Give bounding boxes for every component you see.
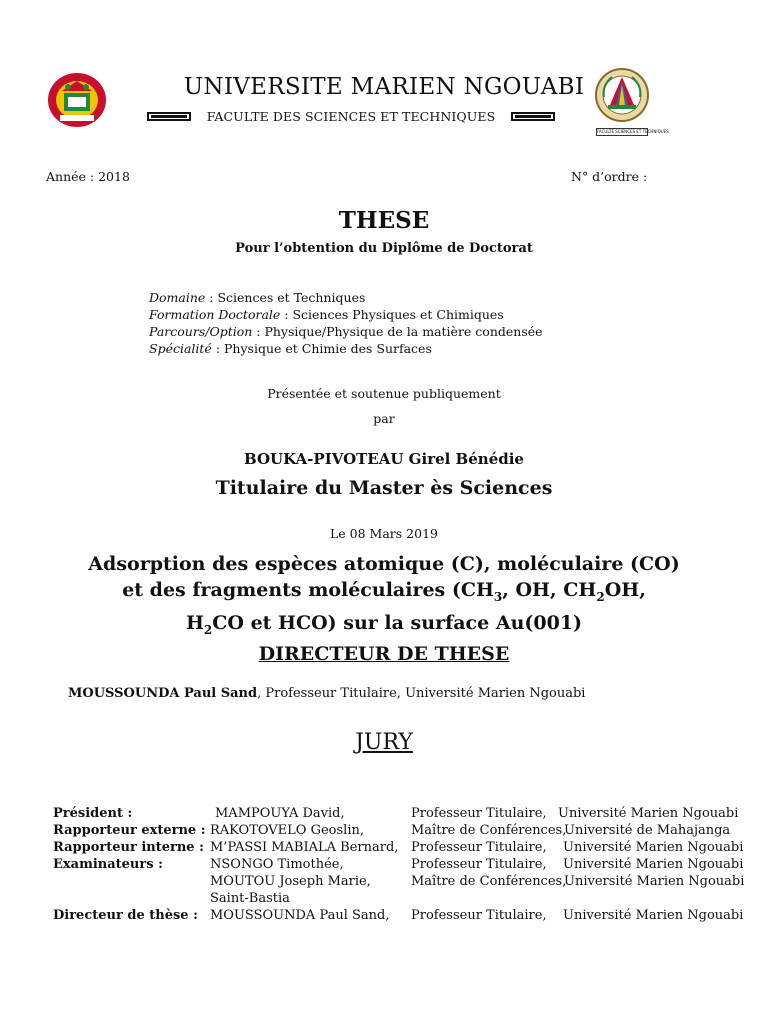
jury-member-rank: Maître de Conférences, <box>411 823 567 838</box>
jury-role: Rapporteur interne : <box>53 840 204 855</box>
field-label: Formation Doctorale <box>149 307 281 322</box>
jury-member-rank: Professeur Titulaire, <box>411 857 547 872</box>
jury-role: Rapporteur externe : <box>53 823 206 838</box>
jury-role: Directeur de thèse : <box>53 908 198 923</box>
field-parcours <box>149 324 543 339</box>
jury-member-institution: Université Marien Ngouabi <box>563 908 744 923</box>
jury-member-name: MAMPOUYA David, <box>215 806 345 821</box>
field-label: Spécialité <box>149 341 212 356</box>
author-name: BOUKA-PIVOTEAU Girel Bénédie <box>244 450 524 468</box>
director-heading: DIRECTEUR DE THESE <box>258 643 510 665</box>
jury-member-rank: Professeur Titulaire, <box>411 840 547 855</box>
jury-member-name: MOUTOU Joseph Marie, <box>210 874 371 889</box>
jury-member-rank: Maître de Conférences, <box>411 874 567 889</box>
author-degree: Titulaire du Master ès Sciences <box>215 477 553 499</box>
field-value: : Sciences et Techniques <box>205 290 366 305</box>
jury-row <box>53 857 753 874</box>
year: Année : 2018 <box>46 169 130 184</box>
thesis-heading: THESE <box>338 207 430 234</box>
jury-member-institution: Université Marien Ngouabi <box>564 874 745 889</box>
defense-date: Le 08 Mars 2019 <box>330 526 438 541</box>
faculty-name: FACULTE DES SCIENCES ET TECHNIQUES <box>206 109 496 124</box>
jury-member-name: MOUSSOUNDA Paul Sand, <box>210 908 390 923</box>
field-label: Domaine <box>149 290 206 305</box>
title-part: H <box>185 611 204 634</box>
presented-text: Présentée et soutenue publiquement <box>267 386 501 401</box>
jury-role: Examinateurs : <box>53 857 163 872</box>
title-part: CO et HCO) sur la surface Au(001) <box>212 611 583 634</box>
jury-member-institution: Université Marien Ngouabi <box>563 857 744 872</box>
jury-member-institution: Université Marien Ngouabi <box>563 840 744 855</box>
field-formation <box>149 307 504 322</box>
jury-role: Président : <box>53 806 133 821</box>
field-label: Parcours/Option <box>149 324 253 339</box>
jury-row <box>53 891 753 908</box>
decorative-bar-left <box>147 112 191 121</box>
jury-member-institution: Université de Mahajanga <box>564 823 731 838</box>
jury-member-rank: Professeur Titulaire, <box>411 806 547 821</box>
jury-member-institution: Université Marien Ngouabi <box>558 806 739 821</box>
jury-row <box>53 806 753 823</box>
jury-row <box>53 823 753 840</box>
by-text: par <box>373 411 395 426</box>
thesis-subheading: Pour l’obtention du Diplôme de Doctorat <box>235 241 533 256</box>
thesis-title-line-3 <box>0 610 768 643</box>
jury-row <box>53 840 753 857</box>
jury-member-name: Saint-Bastia <box>210 891 290 906</box>
title-part: et des fragments moléculaires (CH <box>122 579 494 601</box>
jury-member-name: M’PASSI MABIALA Bernard, <box>210 840 399 855</box>
title-part: OH, <box>604 579 646 601</box>
thesis-title-line-1: Adsorption des espèces atomique (C), moléculaire (CO) <box>88 553 680 575</box>
field-value: : Physique et Chimie des Surfaces <box>211 341 432 356</box>
jury-member-name: NSONGO Timothée, <box>210 857 344 872</box>
thesis-title <box>0 551 768 643</box>
director-name: MOUSSOUNDA Paul Sand <box>68 686 258 701</box>
jury-row <box>53 908 753 925</box>
title-subscript: 2 <box>203 622 213 637</box>
university-name: UNIVERSITE MARIEN NGOUABI <box>183 74 585 100</box>
director-line <box>68 686 585 701</box>
director-details: , Professeur Titulaire, Université Marien Ngouabi <box>257 686 586 701</box>
title-subscript: 2 <box>596 589 605 604</box>
jury-member-name: RAKOTOVELO Geoslin, <box>210 823 364 838</box>
jury-member-rank: Professeur Titulaire, <box>411 908 547 923</box>
title-part: , OH, CH <box>502 579 597 601</box>
field-domaine <box>149 290 365 305</box>
order-number: N° d’ordre : <box>571 169 648 184</box>
faculty-row <box>147 109 555 124</box>
field-specialite <box>149 341 432 356</box>
jury-row <box>53 874 753 891</box>
thesis-title-line-2 <box>0 577 768 610</box>
decorative-bar-right <box>511 112 555 121</box>
jury-heading: JURY <box>355 730 413 755</box>
faculty-logo-caption: FACULTÉ SCIENCES ET TECHNIQUES <box>597 129 669 134</box>
title-subscript: 3 <box>493 589 503 604</box>
field-value: : Physique/Physique de la matière condensée <box>252 324 543 339</box>
field-value: : Sciences Physiques et Chimiques <box>280 307 504 322</box>
